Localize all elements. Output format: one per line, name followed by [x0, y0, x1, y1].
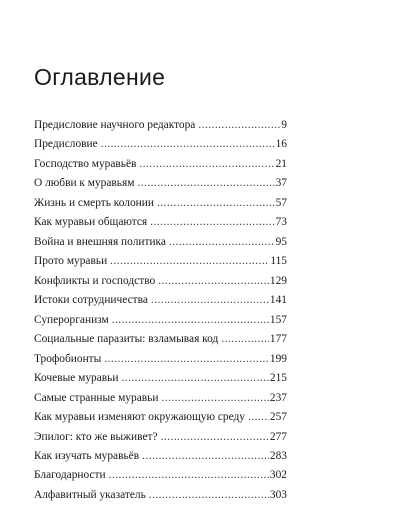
- toc-entry: [34, 116, 287, 135]
- toc-entry-title: Суперорганизм: [34, 313, 109, 326]
- toc-entry: [34, 389, 287, 408]
- toc-entry: [34, 233, 287, 252]
- toc-entry: [34, 369, 287, 388]
- toc-entry-title: Благодарности: [34, 469, 106, 482]
- toc-entry-title: Трофобионты: [34, 352, 102, 365]
- dot-leader: [161, 428, 269, 447]
- toc-entry-page: 37: [275, 177, 287, 190]
- toc-entry-title: Кочевые муравьи: [34, 372, 119, 385]
- toc-entry-title: Социальные паразиты: взламывая код: [34, 333, 219, 346]
- table-of-contents: [34, 116, 287, 505]
- dot-leader: [142, 447, 269, 466]
- dot-leader: [157, 194, 275, 213]
- toc-entry-page: 9: [281, 119, 287, 131]
- dot-leader: [161, 389, 268, 408]
- toc-entry-title: Предисловие научного редактора: [34, 119, 196, 131]
- dot-leader: [149, 486, 269, 505]
- toc-entry-title: Истоки сотрудничества: [34, 294, 148, 307]
- toc-entry-title: О любви к муравьям: [34, 177, 135, 190]
- toc-entry-page: 257: [269, 411, 287, 424]
- dot-leader: [221, 330, 269, 349]
- dot-leader: [112, 311, 269, 330]
- dot-leader: [198, 116, 280, 135]
- dot-leader: [139, 155, 274, 174]
- toc-entry: [34, 291, 287, 310]
- toc-entry-title: Прото муравьи: [34, 255, 108, 268]
- dot-leader: [101, 135, 275, 154]
- toc-entry: [34, 447, 287, 466]
- toc-entry-title: Как муравьи общаются: [34, 216, 148, 229]
- toc-entry: [34, 272, 287, 291]
- toc-entry: [34, 311, 287, 330]
- dot-leader: [104, 350, 269, 369]
- toc-entry-title: Эпилог: кто же выживет?: [34, 430, 158, 443]
- toc-entry: [34, 213, 287, 232]
- dot-leader: [109, 466, 269, 485]
- toc-entry-page: 21: [275, 157, 287, 170]
- toc-entry: [34, 252, 287, 271]
- toc-entry: [34, 155, 287, 174]
- toc-entry: [34, 174, 287, 193]
- toc-entry-page: 73: [275, 216, 287, 229]
- dot-leader: [169, 233, 275, 252]
- toc-entry-page: 16: [275, 138, 287, 151]
- toc-entry: [34, 428, 287, 447]
- toc-entry-page: 237: [269, 391, 287, 404]
- dot-leader: [121, 369, 268, 388]
- toc-entry-page: 95: [275, 235, 287, 248]
- toc-entry: [34, 330, 287, 349]
- toc-entry-page: 199: [269, 352, 287, 365]
- toc-entry-title: Господство муравьёв: [34, 157, 137, 170]
- toc-entry: [34, 194, 287, 213]
- toc-entry-title: Самые странные муравьи: [34, 391, 159, 404]
- dot-leader: [158, 272, 269, 291]
- toc-entry-title: Жизнь и смерть колонии: [34, 196, 154, 209]
- toc-entry-title: Война и внешняя политика: [34, 235, 166, 248]
- toc-entry-page: 283: [269, 449, 287, 462]
- toc-entry-title: Алфавитный указатель: [34, 488, 146, 501]
- toc-entry-page: 141: [269, 294, 287, 307]
- dot-leader: [137, 174, 274, 193]
- dot-leader: [150, 213, 274, 232]
- toc-entry-page: 277: [269, 430, 287, 443]
- dot-leader: [110, 252, 269, 271]
- toc-entry-page: 215: [269, 372, 287, 385]
- toc-entry-title: Как муравьи изменяют окружающую среду: [34, 411, 245, 424]
- toc-entry: [34, 466, 287, 485]
- toc-entry-page: 115: [270, 255, 287, 268]
- toc-entry-page: 302: [269, 469, 287, 482]
- toc-entry-title: Конфликты и господство: [34, 274, 156, 287]
- toc-entry-page: 157: [269, 313, 287, 326]
- page-title: Оглавление: [34, 64, 166, 90]
- toc-entry-page: 303: [269, 488, 287, 501]
- toc-entry-page: 177: [269, 333, 287, 346]
- toc-entry-page: 129: [269, 274, 287, 287]
- toc-entry: [34, 135, 287, 154]
- dot-leader: [151, 291, 269, 310]
- toc-entry-page: 57: [275, 196, 287, 209]
- toc-entry-title: Предисловие: [34, 138, 98, 151]
- toc-entry: [34, 350, 287, 369]
- toc-entry: [34, 486, 287, 505]
- dot-leader: [248, 408, 269, 427]
- toc-entry-title: Как изучать муравьёв: [34, 449, 140, 462]
- toc-entry: [34, 408, 287, 427]
